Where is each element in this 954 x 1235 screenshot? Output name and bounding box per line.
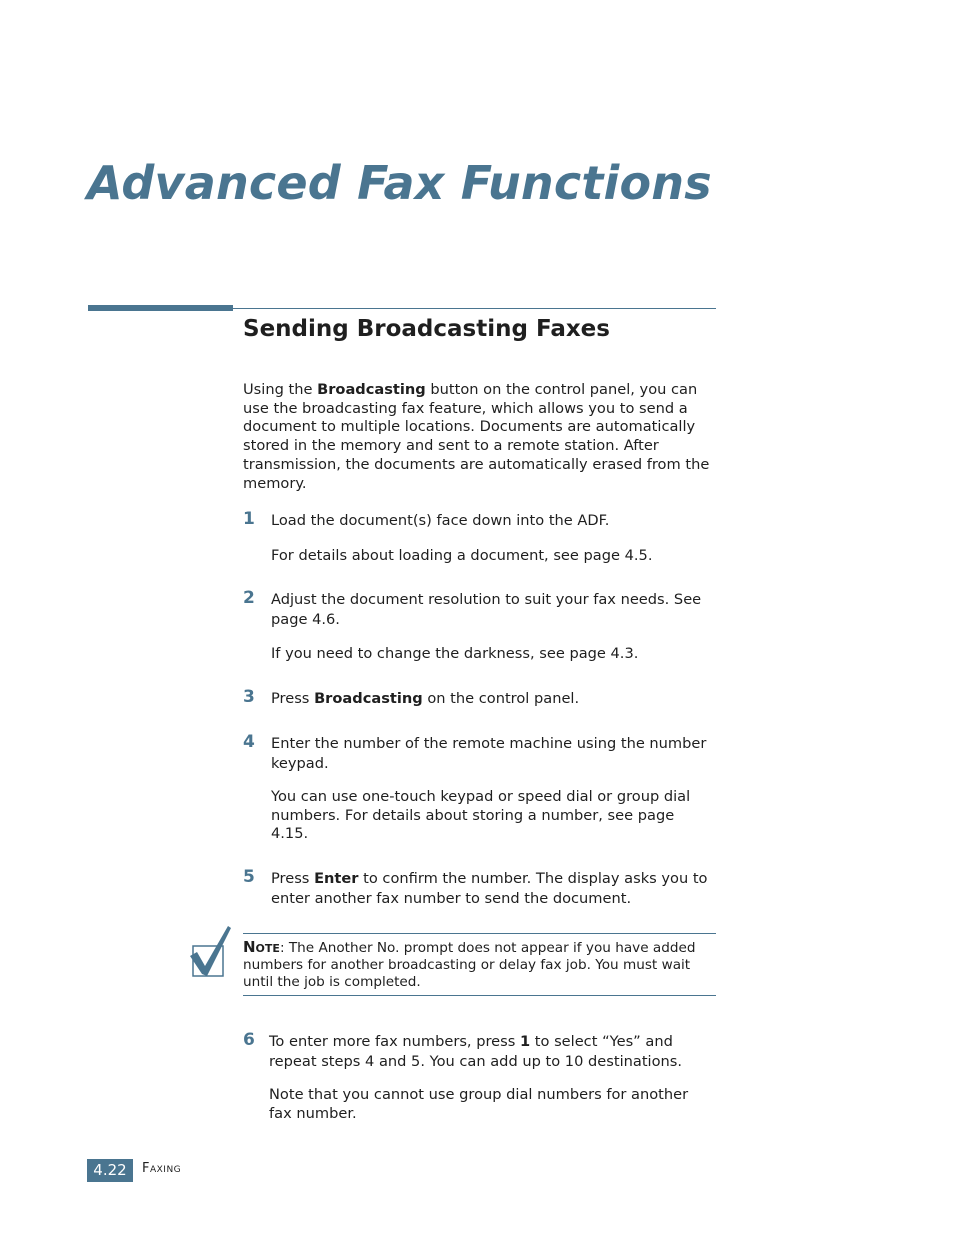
step-5-text-before: Press — [271, 870, 315, 887]
step-3-number: 3 — [243, 687, 255, 707]
step-5-text-after: to confirm the number. The display asks you to enter another fax number to send the document. — [271, 870, 708, 907]
step-6-text — [269, 1032, 714, 1071]
step-5-text — [271, 869, 716, 908]
step-3-text-after: on the control panel. — [422, 690, 580, 707]
checkmark-note-icon — [188, 924, 232, 980]
chapter-title: Advanced Fax Functions — [87, 156, 712, 210]
step-5-number: 5 — [243, 867, 255, 887]
step-4-text: Enter the number of the remote machine using the number keypad. — [271, 735, 707, 772]
step-5-bold-term: Enter — [314, 870, 359, 887]
step-3-text-before: Press — [271, 690, 315, 707]
intro-bold-term: Broadcasting — [317, 381, 426, 398]
note-body: : The Another No. prompt does not appear if you have added numbers for another broadcasting or delay fax job. You must wait until the job is completed. — [243, 940, 696, 991]
step-2-number: 2 — [243, 588, 255, 608]
step-4-number: 4 — [243, 732, 255, 752]
step-2-subtext: If you need to change the darkness, see page 4.3. — [271, 645, 639, 662]
intro-text-before: Using the — [243, 381, 318, 398]
note-box — [243, 933, 716, 996]
section-rule-thick — [88, 305, 233, 311]
step-4-subtext: You can use one-touch keypad or speed dial or group dial numbers. For details about storing a number, see page 4.15. — [271, 788, 691, 843]
step-1-text: Load the document(s) face down into the ADF. — [271, 512, 610, 529]
intro-text-after: button on the control panel, you can use the broadcasting fax feature, which allows you to send a document to multiple locations. Documents are automatically stored in the memory and sent to a remote station. After transmission, the documents are automatically erased from the memory. — [243, 381, 710, 492]
step-3-bold-term: Broadcasting — [314, 690, 423, 707]
step-6-subtext: Note that you cannot use group dial numbers for another fax number. — [269, 1086, 689, 1122]
step-6-text-after: to select “Yes” and repeat steps 4 and 5. You can add up to 10 destinations. — [269, 1033, 683, 1070]
section-title: Sending Broadcasting Faxes — [243, 316, 610, 342]
step-1-subtext: For details about loading a document, see page 4.5. — [271, 547, 653, 564]
footer-section-name: Faxing — [142, 1161, 182, 1176]
step-6-number: 6 — [243, 1030, 255, 1050]
step-6-text-before: To enter more fax numbers, press — [269, 1033, 520, 1050]
note-label: Note — [243, 938, 280, 956]
step-2-text: Adjust the document resolution to suit your fax needs. See page 4.6. — [271, 591, 702, 628]
note-text — [243, 939, 713, 992]
step-6-bold-term: 1 — [519, 1033, 531, 1050]
page-number-badge: 4.22 — [87, 1159, 133, 1182]
intro-paragraph — [243, 381, 723, 493]
step-3-text — [271, 689, 721, 709]
step-1-number: 1 — [243, 509, 255, 529]
section-rule-thin — [233, 308, 716, 309]
